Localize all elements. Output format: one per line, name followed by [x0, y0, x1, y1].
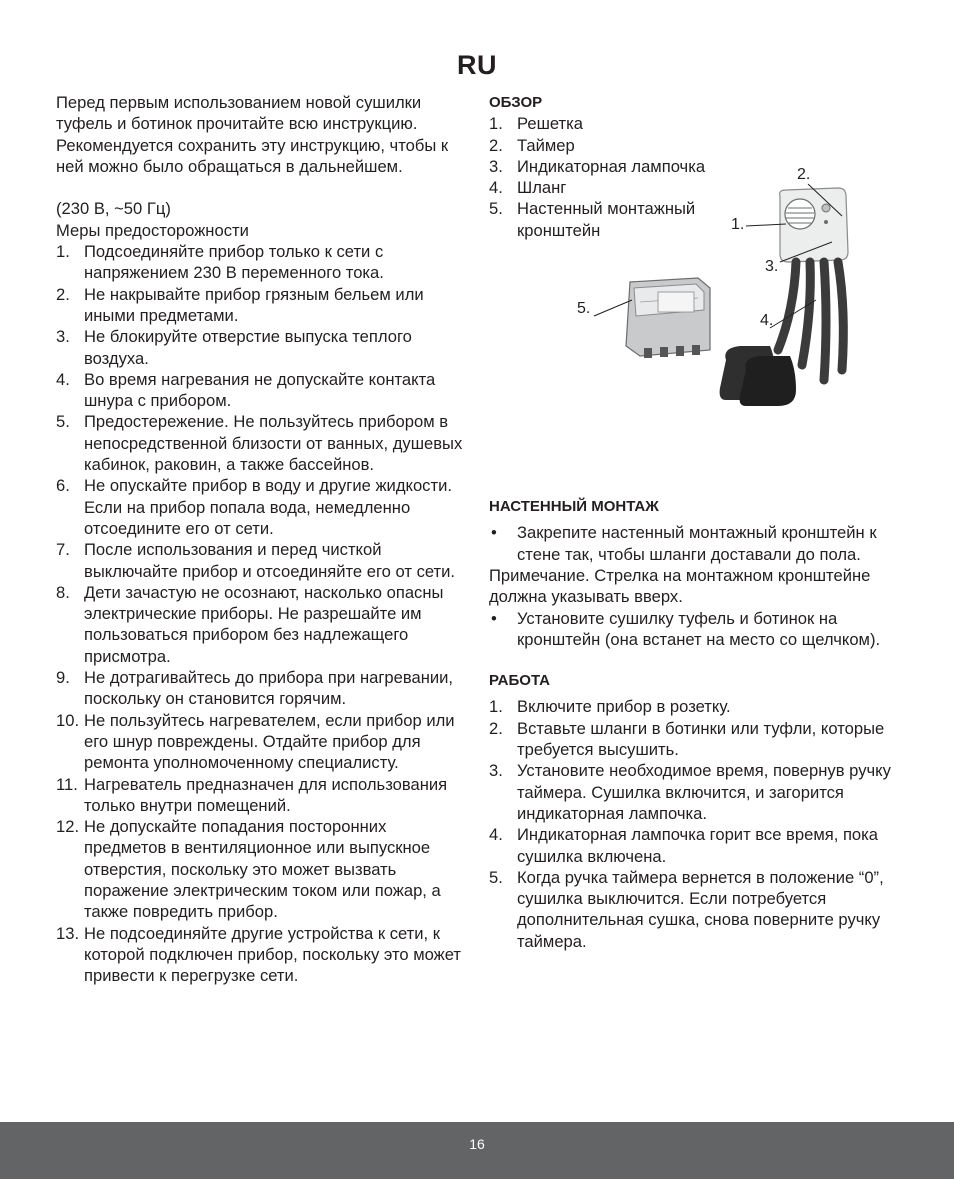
product-illustration-svg: [570, 160, 900, 410]
item-text: Когда ручка таймера вернется в положение “0”, сушилка выключится. Если потребуется дополнительная сушка, снова поверните ручку таймера.: [517, 867, 884, 951]
item-text: Не блокируйте отверстие выпуска теплого воздуха.: [84, 327, 412, 368]
item-text: Дети зачастую не осознают, насколько опасны электрические приборы. Не разрешайте им пользоваться прибором без надлежащего присмотра.: [84, 582, 444, 666]
item-text: Установите сушилку туфель и ботинок на кронштейн (она встанет на место со щелчком).: [517, 608, 881, 649]
item-number: 9.: [56, 668, 70, 688]
mount-bullets-1: [489, 522, 909, 565]
item-text: Включите прибор в розетку.: [517, 697, 731, 717]
item-text: Не подсоединяйте другие устройства к сети, к которой подключен прибор, поскольку это может привести к перегрузке сети.: [84, 923, 462, 986]
left-column: [56, 92, 468, 986]
list-item: [56, 774, 468, 817]
item-text: Таймер: [517, 135, 575, 155]
mount-bullets-2: [489, 608, 909, 651]
item-text: Индикаторная лампочка горит все время, пока сушилка включена.: [517, 825, 879, 866]
item-number: 8.: [56, 582, 70, 602]
list-item: [489, 113, 734, 134]
item-text: Нагреватель предназначен для использования только внутри помещений.: [84, 774, 448, 815]
item-number: 5.: [489, 867, 503, 887]
item-number: 7.: [56, 540, 70, 560]
item-number: 1.: [489, 114, 503, 134]
figure-label-5: 5.: [577, 300, 591, 317]
precautions-title: Меры предосторожности: [56, 220, 249, 240]
figure-label-1: 1.: [731, 216, 745, 233]
item-number: 13.: [56, 923, 80, 943]
item-text: Не допускайте попадания посторонних предметов в вентиляционное или выпускное отверстия, поскольку это может вызвать поражение электрическим током или пожар, а также повредить прибор.: [84, 817, 441, 922]
page-language-heading: RU: [457, 50, 497, 80]
list-item: [489, 867, 909, 952]
item-number: 12.: [56, 817, 80, 837]
product-illustration: [570, 160, 900, 410]
item-number: 3.: [489, 761, 503, 781]
item-number: 2.: [489, 135, 503, 155]
item-text: После использования и перед чисткой выключайте прибор и отсоединяйте его от сети.: [84, 540, 456, 581]
list-item: [489, 135, 734, 156]
voltage-spec: (230 В, ~50 Гц): [56, 199, 171, 219]
list-item: [489, 824, 909, 867]
item-number: 10.: [56, 710, 80, 730]
item-number: 1.: [56, 242, 70, 262]
item-text: Вставьте шланги в ботинки или туфли, которые требуется высушить.: [517, 718, 885, 760]
item-number: 3.: [489, 156, 503, 176]
list-item: [56, 475, 468, 539]
list-item: [56, 369, 468, 412]
item-number: 3.: [56, 327, 70, 347]
item-text: Не накрывайте прибор грязным бельем или иными предметами.: [84, 284, 424, 325]
item-text: Не пользуйтесь нагревателем, если прибор или его шнур повреждены. Отдайте прибор для ремонта уполномоченному специалисту.: [84, 710, 455, 773]
list-item: [56, 411, 468, 475]
item-text: Закрепите настенный монтажный кронштейн к стене так, чтобы шланги доставали до пола.: [517, 523, 877, 564]
list-item: [56, 284, 468, 327]
page-number: 16: [469, 1136, 485, 1152]
mount-note: Примечание. Стрелка на монтажном кронштейне должна указывать вверх.: [489, 565, 871, 607]
list-item: [56, 241, 468, 284]
list-item: [489, 718, 909, 761]
item-number: 4.: [56, 369, 70, 389]
operation-list: [489, 696, 909, 952]
item-number: 4.: [489, 178, 503, 198]
item-text: Предостережение. Не пользуйтесь прибором в непосредственной близости от ванных, душевых кабинок, раковин, а также бассейнов.: [84, 412, 463, 475]
item-text: Подсоединяйте прибор только к сети с напряжением 230 В переменного тока.: [84, 242, 384, 283]
boots-drawing: [720, 346, 796, 406]
item-text: Во время нагревания не допускайте контакта шнура с прибором.: [84, 369, 436, 411]
intro-paragraph: Перед первым использованием новой сушилки туфель и ботинок прочитайте всю инструкцию. Рекомендуется сохранить эту инструкцию, чтобы к ней можно было обращаться в дальнейшем.: [56, 93, 449, 176]
list-item: [56, 710, 468, 774]
operation-heading: РАБОТА: [489, 672, 551, 690]
precautions-list: [56, 241, 468, 986]
overview-heading: ОБЗОР: [489, 94, 543, 111]
list-item: [56, 667, 468, 710]
item-number: 6.: [56, 476, 70, 496]
bullet-icon: •: [491, 523, 497, 543]
list-item: [56, 326, 468, 369]
item-number: 5.: [489, 199, 503, 219]
list-item: [56, 923, 468, 987]
item-text: Не дотрагивайтесь до прибора при нагревании, поскольку он становится горячим.: [84, 668, 454, 709]
item-text: Установите необходимое время, повернув ручку таймера. Сушилка включится, и загорится индикаторная лампочка.: [517, 761, 891, 823]
list-item: [56, 539, 468, 582]
item-text: Не опускайте прибор в воду и другие жидкости. Если на прибор попала вода, немедленно отсоедините его от сети.: [84, 476, 452, 538]
item-number: 2.: [56, 284, 70, 304]
item-text: Настенный монтажный кронштейн: [517, 199, 696, 240]
item-number: 4.: [489, 825, 503, 845]
list-item: [489, 760, 909, 824]
list-item: [489, 522, 909, 565]
item-number: 1.: [489, 697, 503, 717]
page-footer: [0, 1122, 954, 1179]
bullet-icon: •: [491, 608, 497, 628]
list-item: [489, 696, 909, 717]
item-number: 2.: [489, 718, 503, 738]
list-item: [489, 608, 909, 651]
figure-label-3: 3.: [765, 258, 779, 275]
item-text: Решетка: [517, 114, 584, 134]
figure-label-2: 2.: [797, 166, 811, 183]
figure-label-4: 4.: [760, 312, 774, 329]
item-number: 11.: [56, 774, 78, 794]
list-item: [56, 582, 468, 667]
wall-mount-heading: НАСТЕННЫЙ МОНТАЖ: [489, 498, 659, 516]
spacer: [489, 650, 909, 670]
spacer: [56, 177, 468, 198]
item-text: Индикаторная лампочка: [517, 156, 706, 176]
item-text: Шланг: [517, 178, 567, 198]
list-item: [56, 816, 468, 922]
dryer-body-drawing: [780, 188, 848, 262]
wall-bracket-drawing: [626, 278, 710, 358]
item-number: 5.: [56, 412, 70, 432]
